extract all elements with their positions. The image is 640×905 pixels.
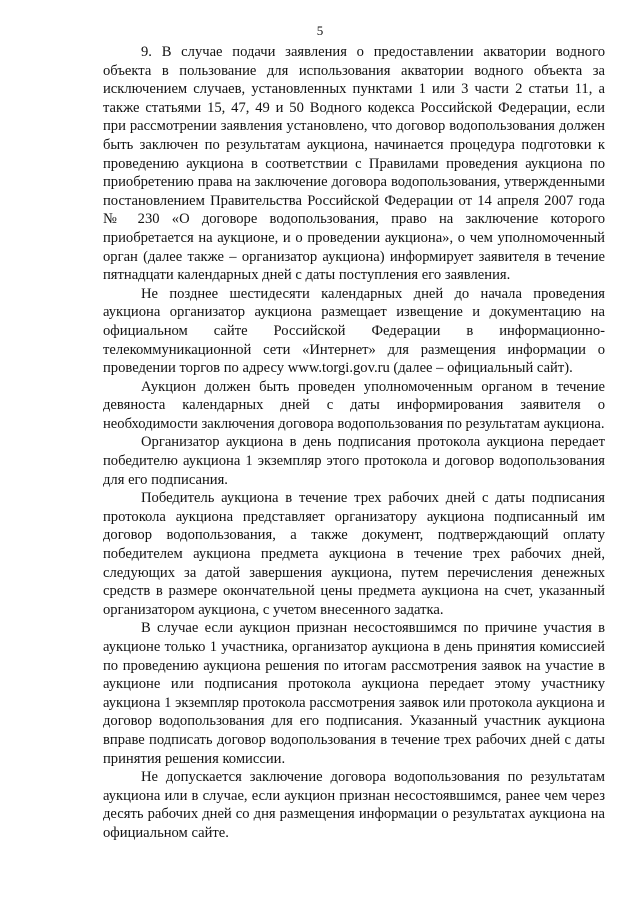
paragraph-single-participant: В случае если аукцион признан несостоявшимся по причине участия в аукционе только 1 участника, организатор аукциона в день принятия комиссией по проведению аукциона решения по итогам рассмотрения заявок на участие в аукционе или подписания протокола аукциона передает этому участнику аукциона 1 экземпляр протокола рассмотрения заявок или протокола аукциона и договор водопользования для его подписания. Указанный участник аукциона вправе подписать договор водопользования в течение трех рабочих дней с даты принятия решения комиссии. [103,620,605,767]
paragraph-9-application: 9. В случае подачи заявления о предоставлении акватории водного объекта в пользование для использования акватории водного объекта за исключением случаев, установленных пунктами 1 или 3 части 2 статьи 11, а также статьями 15, 47, 49 и 50 Водного кодекса Российской Федерации, если при рассмотрении заявления установлено, что договор водопользования должен быть заключен по результатам аукциона, начинается процедура подготовки к проведению аукциона в соответствии с Правилами проведения аукциона по приобретению права на заключение договора водопользования, утвержденными постановлением Правительства Российской Федерации от 14 апреля 2007 года № 230 «О договоре водопользования, право на заключение которого приобретается на аукционе, и о проведении аукциона», о чем уполномоченный орган (далее также – организатор аукциона) информирует заявителя в течение пятнадцати календарных дней с даты поступления его заявления. [103,44,605,284]
paragraph-contract-timing: Не допускается заключение договора водопользования по результатам аукциона или в случае, если аукцион признан несостоявшимся, ранее чем через десять рабочих дней со дня размещения информации о результатах аукциона на официальном сайте. [103,769,605,841]
paragraph-winner-obligations: Победитель аукциона в течение трех рабочих дней с даты подписания протокола аукциона представляет организатору аукциона подписанный им договор водопользования, а также документ, подтверждающий оплату победителем аукциона предмета аукциона в течение трех рабочих дней, следующих за датой завершения аукциона, путем перечисления денежных средств в размере окончательной цены предмета аукциона на счет, указанный организатором аукциона, с учетом внесенного задатка. [103,490,605,618]
paragraph-auction-deadline: Аукцион должен быть проведен уполномоченным органом в течение девяноста календарных дней с даты информирования заявителя о необходимости заключения договора водопользования по результатам аукциона. [103,378,605,432]
paragraph-protocol-transfer: Организатор аукциона в день подписания протокола аукциона передает победителю аукциона 1 экземпляр этого протокола и договор водопользования для его подписания. [103,434,605,488]
document-body [103,43,605,843]
page-number: 5 [316,23,324,38]
paragraph-notice-publication: Не позднее шестидесяти календарных дней до начала проведения аукциона организатор аукциона размещает извещение и документацию на официальном сайте Российской Федерации в информационно-телекоммуникационной сети «Интернет» для размещения информации о проведении торгов по адресу www.torgi.gov.ru (далее – официальный сайт). [103,285,605,377]
